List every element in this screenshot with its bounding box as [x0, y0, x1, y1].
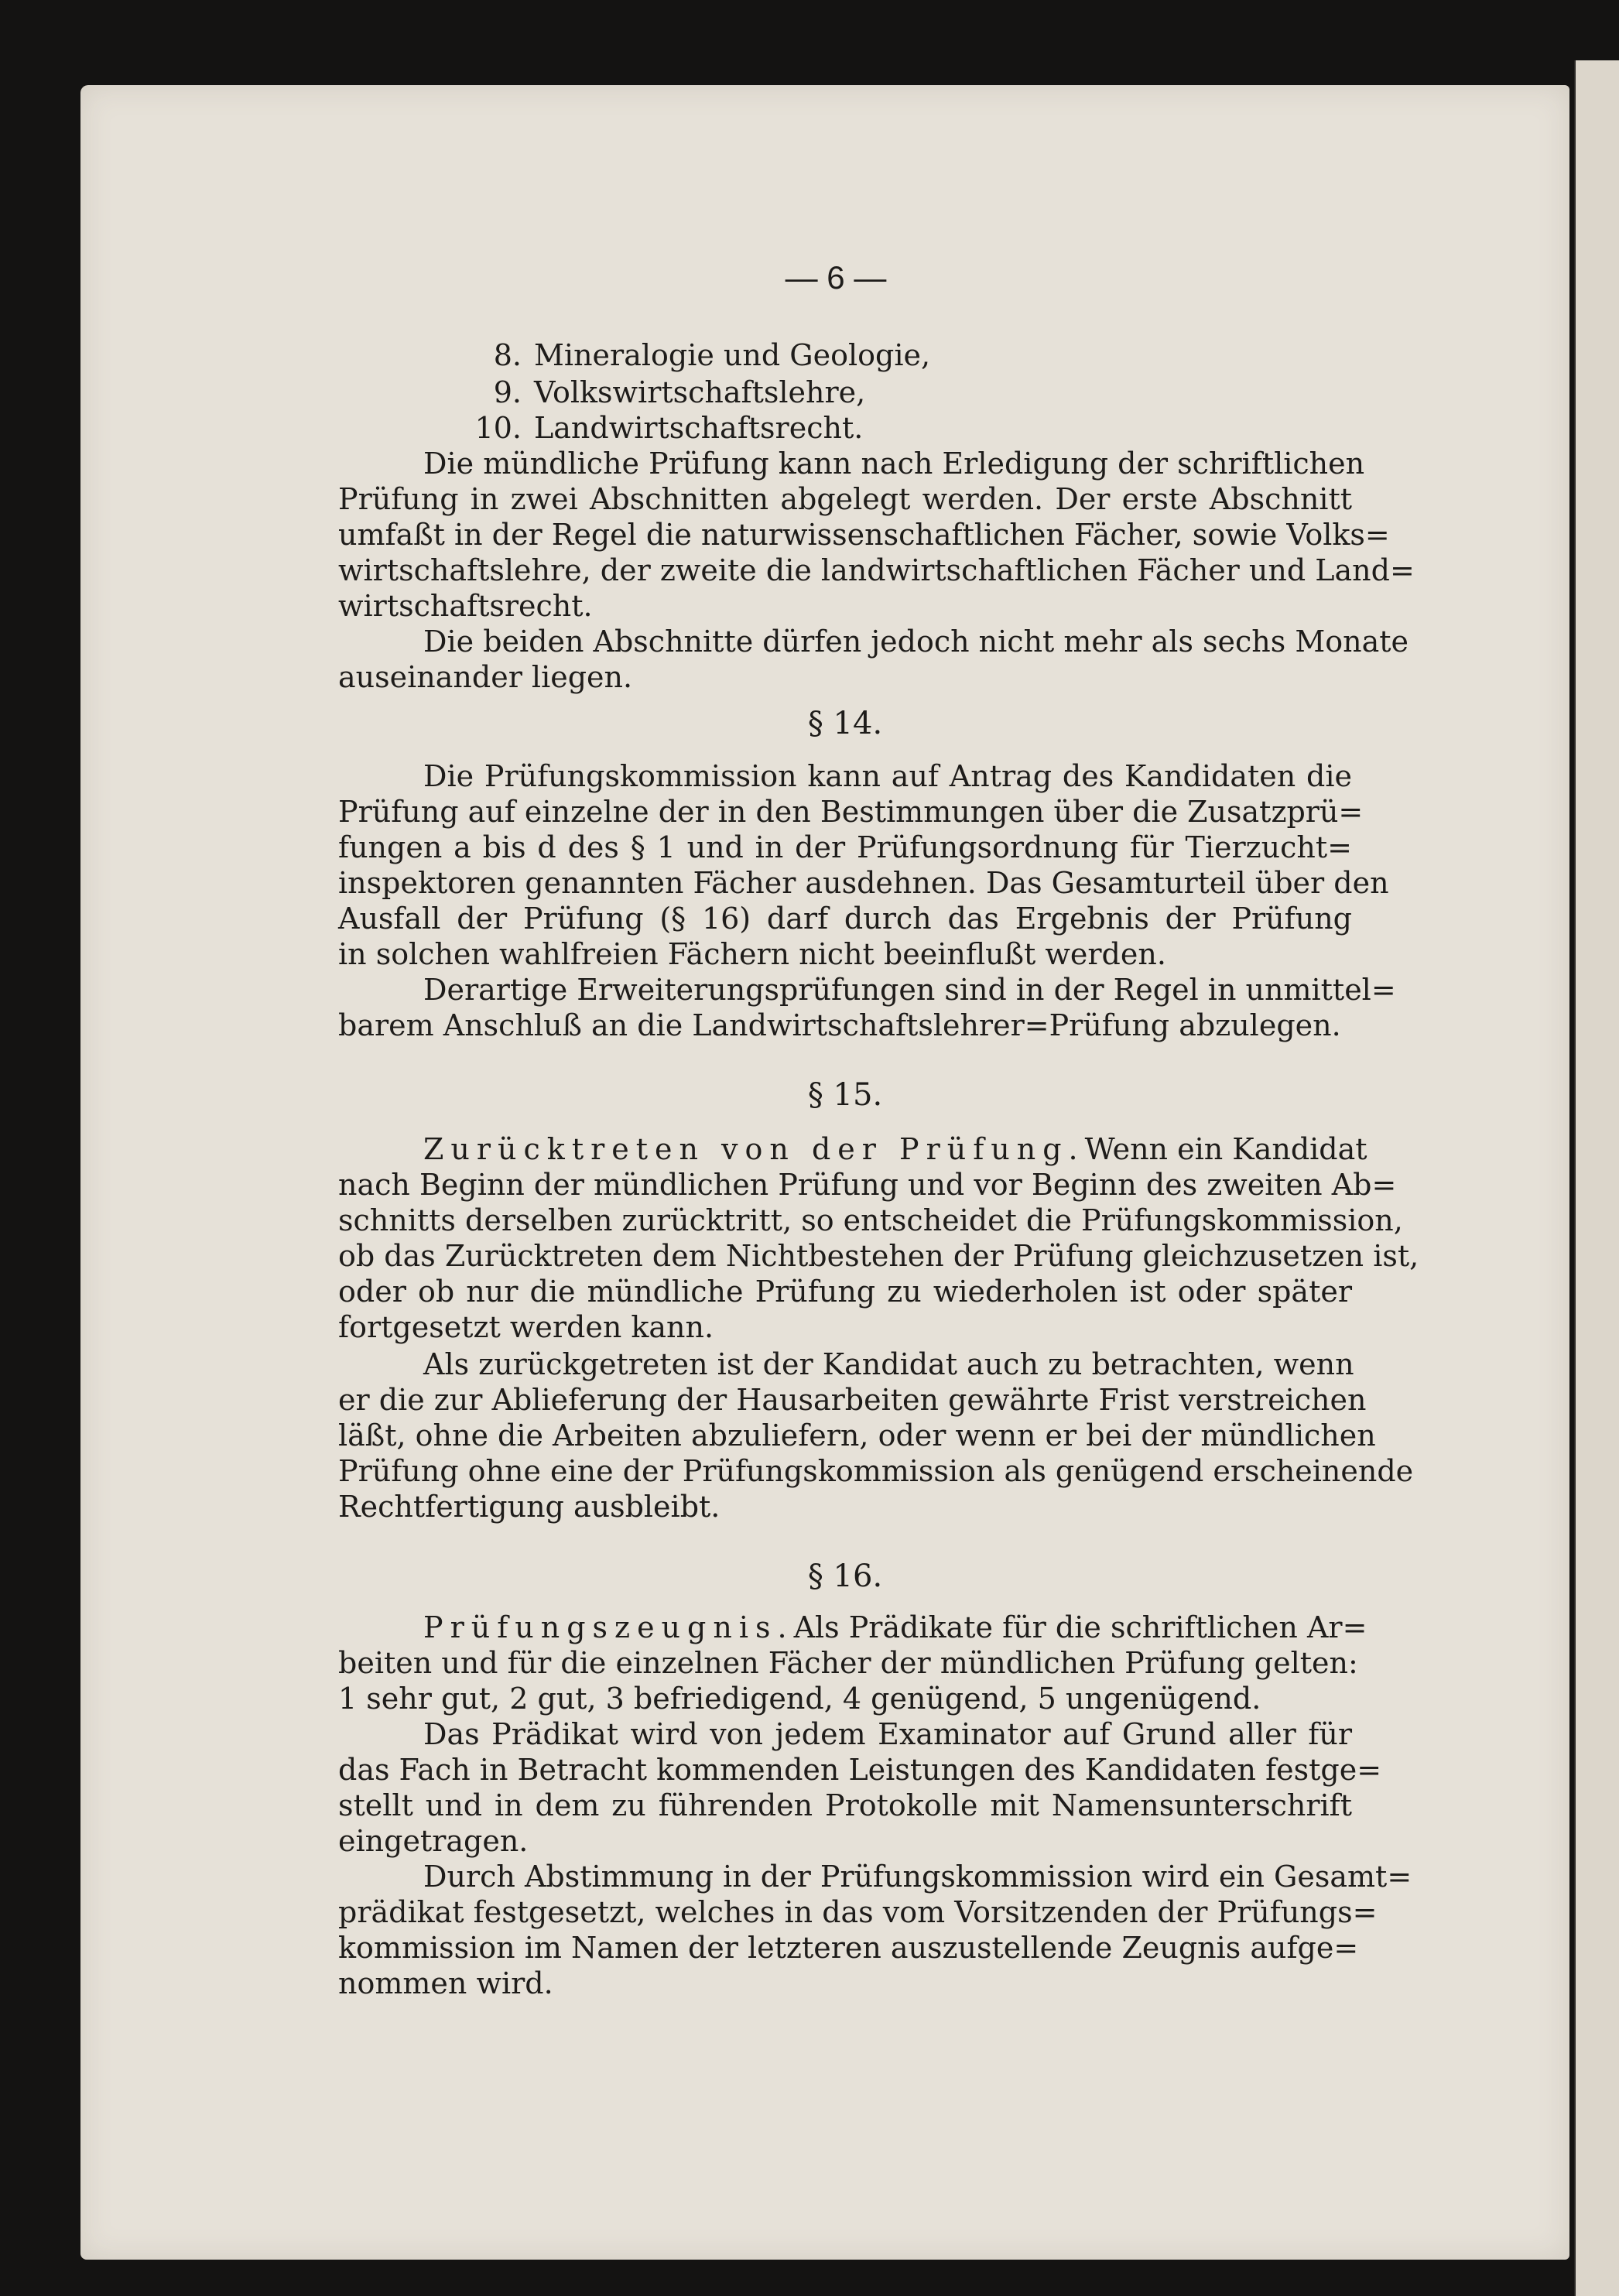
paragraph-line: Die Prüfungskommission kann auf Antrag des Kandidaten die [423, 759, 1352, 793]
paragraph-line: barem Anschluß an die Landwirtschaftslehrer=Prüfung abzulegen. [338, 1008, 1341, 1042]
paragraph-line: prädikat festgesetzt, welches in das vom Vorsitzenden der Prüfungs= [338, 1895, 1378, 1929]
paragraph-line: läßt, ohne die Arbeiten abzuliefern, oder wenn er bei der mündlichen [338, 1418, 1376, 1453]
paragraph-line: er die zur Ablieferung der Hausarbeiten gewährte Frist verstreichen [338, 1383, 1367, 1417]
list-item-text: Landwirtschaftsrecht. [534, 411, 864, 445]
list-item-text: Volkswirtschaftslehre, [534, 375, 866, 409]
paragraph-line: das Fach in Betracht kommenden Leistungen des Kandidaten festge= [338, 1753, 1382, 1787]
paragraph-line: Prüfung in zwei Abschnitten abgelegt werden. Der erste Abschnitt [338, 482, 1352, 516]
paragraph-line: ob das Zurücktreten dem Nichtbestehen der Prüfung gleichzusetzen ist, [338, 1239, 1419, 1273]
section-title-line [423, 1610, 1367, 1645]
paragraph-line: fortgesetzt werden kann. [338, 1310, 714, 1344]
paragraph-line: Das Prädikat wird von jedem Examinator auf Grund aller für [423, 1717, 1352, 1751]
list-item [474, 410, 863, 446]
section-title-line [423, 1131, 1367, 1167]
paragraph-line: eingetragen. [338, 1824, 529, 1858]
paragraph-line: umfaßt in der Regel die naturwissenschaftlichen Fächer, sowie Volks= [338, 518, 1390, 552]
section-heading-15: § 15. [807, 1077, 883, 1113]
paragraph-line: Prüfung ohne eine der Prüfungskommission als genügend erscheinende [338, 1454, 1414, 1488]
section-title: Zurücktreten von der Prüfung. [423, 1132, 1085, 1166]
paragraph-line: Ausfall der Prüfung (§ 16) darf durch das Ergebnis der Prüfung [338, 902, 1352, 936]
page-number: — 6 — [785, 259, 887, 296]
paragraph-line: Die beiden Abschnitte dürfen jedoch nicht mehr als sechs Monate [423, 624, 1409, 659]
paragraph-line: auseinander liegen. [338, 660, 633, 694]
paragraph-line: fungen a bis d des § 1 und in der Prüfungsordnung für Tierzucht= [338, 830, 1352, 864]
paragraph-line: beiten und für die einzelnen Fächer der mündlichen Prüfung gelten: [338, 1646, 1358, 1680]
section-heading-16: § 16. [807, 1559, 883, 1594]
paragraph-line: stellt und in dem zu führenden Protokolle mit Namensunterschrift [338, 1788, 1352, 1822]
paragraph-line: Prüfung auf einzelne der in den Bestimmungen über die Zusatzprü= [338, 795, 1364, 829]
paragraph-line: nommen wird. [338, 1966, 553, 2000]
paragraph-text: Als Prädikate für die schriftlichen Ar= [793, 1610, 1367, 1644]
list-item [474, 375, 865, 410]
paragraph-line: Die mündliche Prüfung kann nach Erledigung der schriftlichen [423, 447, 1365, 481]
section-heading-14: § 14. [807, 706, 883, 741]
section-title: Prüfungszeugnis. [423, 1610, 794, 1644]
paragraph-line: kommission im Namen der letzteren auszustellende Zeugnis aufge= [338, 1931, 1359, 1965]
paragraph-line: Durch Abstimmung in der Prüfungskommission wird ein Gesamt= [423, 1860, 1412, 1894]
list-item [474, 337, 930, 373]
paragraph-line: in solchen wahlfreien Fächern nicht beeinflußt werden. [338, 937, 1166, 971]
list-item-text: Mineralogie und Geologie, [534, 338, 931, 372]
paragraph-line: wirtschaftsrecht. [338, 589, 593, 623]
paragraph-line: Derartige Erweiterungsprüfungen sind in der Regel in unmittel= [423, 973, 1396, 1007]
next-page-edge [1574, 60, 1619, 2296]
list-item-number: 8. [493, 338, 522, 372]
paragraph-line: inspektoren genannten Fächer ausdehnen. Das Gesamturteil über den [338, 866, 1389, 900]
paragraph-line: schnitts derselben zurücktritt, so entscheidet die Prüfungskommission, [338, 1203, 1403, 1237]
paragraph-line: nach Beginn der mündlichen Prüfung und vor Beginn des zweiten Ab= [338, 1168, 1397, 1202]
paragraph-line: 1 sehr gut, 2 gut, 3 befriedigend, 4 genügend, 5 ungenügend. [338, 1682, 1261, 1716]
list-item-number: 10. [474, 411, 522, 445]
paragraph-line: oder ob nur die mündliche Prüfung zu wiederholen ist oder später [338, 1275, 1352, 1309]
paragraph-line: Als zurückgetreten ist der Kandidat auch zu betrachten, wenn [423, 1347, 1354, 1381]
paragraph-line: wirtschaftslehre, der zweite die landwirtschaftlichen Fächer und Land= [338, 553, 1415, 587]
list-item-number: 9. [493, 375, 522, 409]
paragraph-line: Rechtfertigung ausbleibt. [338, 1490, 721, 1524]
paragraph-text: Wenn ein Kandidat [1084, 1132, 1367, 1166]
